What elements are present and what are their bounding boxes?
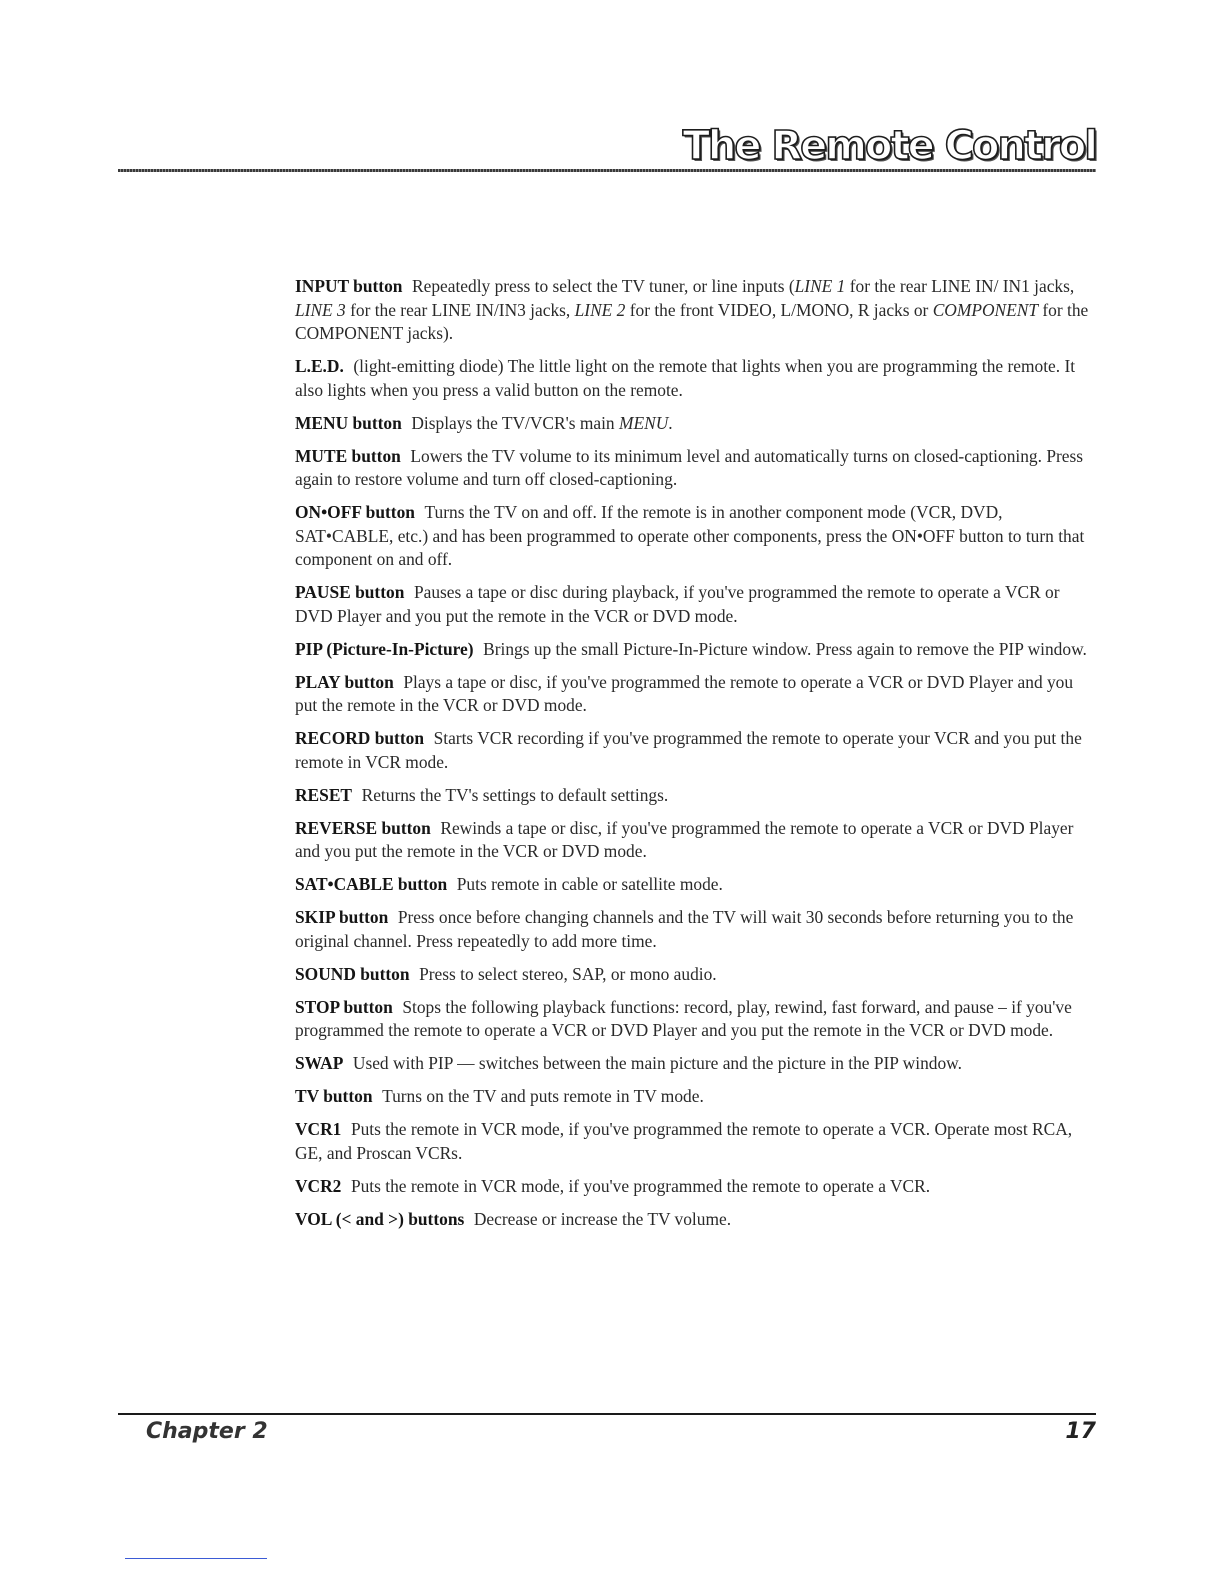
- entry-term: VCR2: [295, 1175, 342, 1196]
- entry-description-text: Decrease or increase the TV volume.: [473, 1208, 732, 1229]
- entry-description: [295, 446, 1083, 490]
- glossary-entry: [295, 906, 1097, 953]
- entry-description-emphasis: LINE 2: [574, 299, 626, 320]
- entry-description-emphasis: LINE 3: [295, 299, 346, 320]
- entry-term: PIP (Picture-In-Picture): [295, 638, 474, 659]
- entry-description-emphasis: MENU: [618, 412, 669, 433]
- entry-description-text: Repeatedly press to select the TV tuner, or line inputs (: [412, 276, 795, 296]
- entry-description-text: Press to select stereo, SAP, or mono audio.: [419, 963, 717, 984]
- entry-description: [411, 413, 672, 433]
- entry-description-text: Lowers the TV volume to its minimum level and automatically turns on closed-captioning. Press again to restore volume and turn off closed-captioning.: [295, 445, 1084, 489]
- entry-term: VOL (< and >) buttons: [295, 1208, 465, 1229]
- entry-description: [295, 672, 1073, 716]
- glossary-entry: [295, 727, 1097, 774]
- entry-term: SKIP button: [295, 907, 389, 927]
- entry-description: [362, 785, 669, 805]
- glossary-entry: [295, 1118, 1097, 1165]
- entry-description: [457, 874, 723, 894]
- glossary-entry: [295, 996, 1097, 1043]
- entry-term: REVERSE button: [295, 817, 431, 838]
- entry-description-text: Puts the remote in VCR mode, if you've programmed the remote to operate a VCR.: [350, 1175, 931, 1196]
- entry-description: [295, 907, 1073, 951]
- entry-description-text: Puts remote in cable or satellite mode.: [456, 874, 723, 894]
- header-rule: [118, 169, 1096, 172]
- page-header-title: The Remote Control: [682, 123, 1096, 169]
- entry-description: [353, 1053, 962, 1073]
- glossary-entry: [295, 638, 1097, 662]
- entry-description: [295, 582, 1060, 626]
- glossary-entry: [295, 501, 1097, 572]
- entry-description-text: Used with PIP — switches between the main picture and the picture in the PIP window.: [352, 1053, 962, 1073]
- glossary-entry: [295, 817, 1097, 864]
- entry-description: [382, 1086, 704, 1106]
- glossary-entry: [295, 963, 1097, 987]
- entry-description-text: for the COMPONENT jacks).: [295, 299, 1089, 343]
- entry-term: STOP button: [295, 996, 393, 1017]
- glossary-entry: [295, 581, 1097, 628]
- entry-description-emphasis: LINE 1: [794, 276, 846, 296]
- entry-description-text: Turns on the TV and puts remote in TV mode.: [382, 1086, 704, 1106]
- footer-rule: [118, 1413, 1096, 1415]
- entry-term: PLAY button: [295, 671, 394, 692]
- entry-term: VCR1: [295, 1119, 342, 1139]
- entry-description-text: Press once before changing channels and the TV will wait 30 seconds before returning you to the original channel. Press repeatedly to add more time.: [295, 907, 1074, 951]
- glossary-entry: [295, 671, 1097, 718]
- entry-description-text: Turns the TV on and off. If the remote is in another component mode (VCR, DVD, SAT•CABLE, etc.) and has been programmed to operate other components, press the ON•OFF button to turn that component on and off.: [295, 502, 1085, 569]
- entry-description-text: Pauses a tape or disc during playback, if you've programmed the remote to operate a VCR or DVD Player and you put the remote in the VCR or DVD mode.: [295, 582, 1060, 626]
- entry-description-text: Brings up the small Picture-In-Picture window. Press again to remove the PIP window.: [483, 638, 1087, 659]
- entry-description: [419, 964, 717, 984]
- entry-description: [295, 276, 1088, 343]
- entry-description-text: for the rear LINE IN/ IN1 jacks,: [845, 276, 1075, 296]
- entry-description-text: Displays the TV/VCR's main: [411, 412, 619, 433]
- entry-description-text: Rewinds a tape or disc, if you've programmed the remote to operate a VCR or DVD Player and you put the remote in the VCR or DVD mode.: [295, 817, 1074, 861]
- entry-term: SAT•CABLE button: [295, 874, 448, 894]
- glossary-entry: [295, 1208, 1097, 1232]
- entry-description: [295, 1119, 1072, 1163]
- entry-term: L.E.D.: [295, 356, 344, 376]
- entry-term: TV button: [295, 1086, 373, 1106]
- entry-term: PAUSE button: [295, 582, 405, 602]
- glossary-list: [295, 275, 1097, 1241]
- glossary-entry: [295, 412, 1097, 436]
- entry-description-text: Returns the TV's settings to default settings.: [361, 784, 669, 805]
- glossary-entry: [295, 784, 1097, 808]
- entry-description-text: for the rear LINE IN/IN3 jacks,: [345, 299, 575, 320]
- entry-description: [483, 639, 1087, 659]
- footer-chapter-label: Chapter 2: [146, 1419, 268, 1444]
- entry-description-text: (light-emitting diode) The little light on the remote that lights when you are programming the remote. It also lights when you press a valid button on the remote.: [295, 356, 1076, 400]
- entry-description-text: Plays a tape or disc, if you've programmed the remote to operate a VCR or DVD Player and you put the remote in the VCR or DVD mode.: [295, 671, 1074, 715]
- glossary-entry: [295, 355, 1097, 402]
- entry-term: RESET: [295, 784, 353, 805]
- link-underline: [125, 1558, 267, 1559]
- entry-description-text: Starts VCR recording if you've programmed the remote to operate your VCR and you put the remote in VCR mode.: [295, 728, 1082, 772]
- entry-description-emphasis: COMPONENT: [932, 299, 1039, 320]
- glossary-entry: [295, 1085, 1097, 1109]
- entry-description: [295, 356, 1075, 400]
- entry-term: RECORD button: [295, 728, 425, 748]
- glossary-entry: [295, 1175, 1097, 1199]
- entry-description: [295, 997, 1072, 1041]
- entry-term: ON•OFF button: [295, 502, 415, 522]
- glossary-entry: [295, 275, 1097, 346]
- glossary-entry: [295, 445, 1097, 492]
- glossary-entry: [295, 873, 1097, 897]
- entry-description: [474, 1209, 731, 1229]
- glossary-entry: [295, 1052, 1097, 1076]
- entry-term: MENU button: [295, 412, 402, 433]
- entry-description-text: .: [668, 412, 673, 433]
- footer-page-number: 17: [1065, 1419, 1096, 1444]
- entry-term: MUTE button: [295, 445, 401, 466]
- entry-description-text: Stops the following playback functions: record, play, rewind, fast forward, and pause – if you've programmed the remote to operate a VCR or DVD Player and you put the remote in the VCR or DVD mode.: [295, 996, 1072, 1040]
- entry-term: SWAP: [295, 1053, 344, 1073]
- entry-description-text: for the front VIDEO, L/MONO, R jacks or: [625, 299, 933, 320]
- entry-term: SOUND button: [295, 963, 410, 984]
- entry-description-text: Puts the remote in VCR mode, if you've programmed the remote to operate a VCR. Operate most RCA, GE, and Proscan VCRs.: [295, 1119, 1073, 1163]
- entry-term: INPUT button: [295, 276, 403, 296]
- entry-description: [351, 1176, 930, 1196]
